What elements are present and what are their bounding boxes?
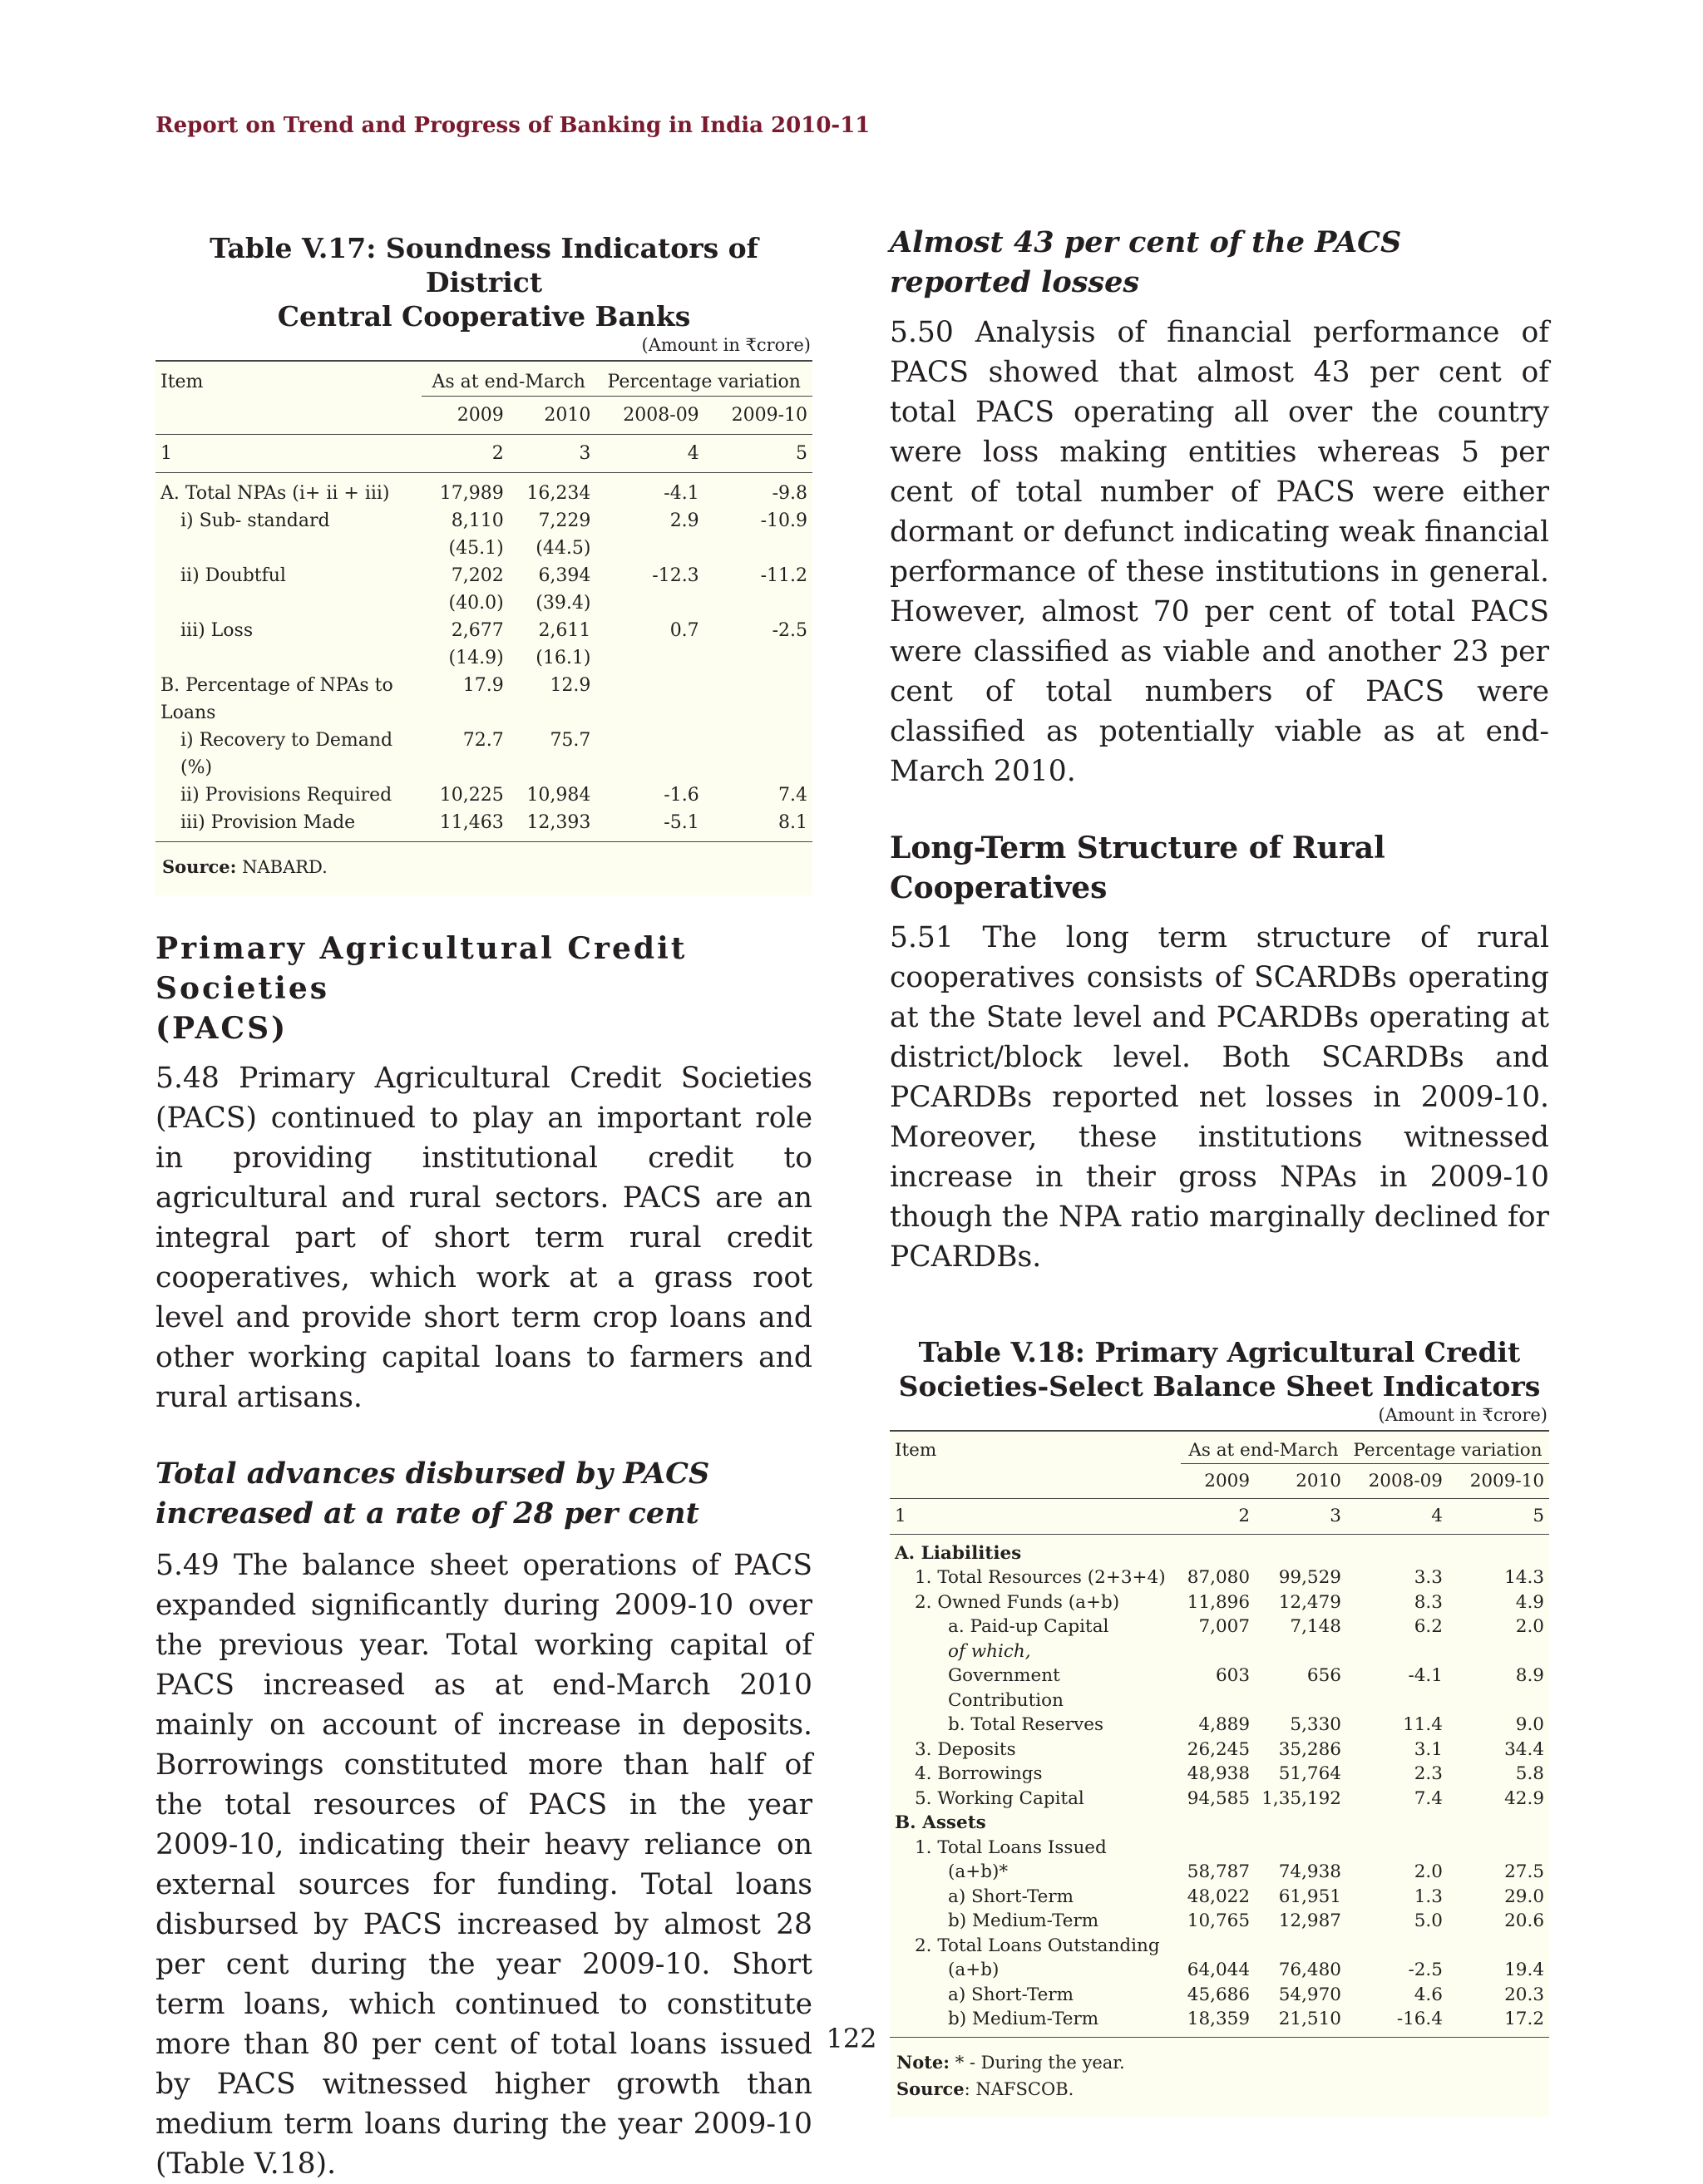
table-row	[155, 562, 812, 589]
table-row	[155, 617, 812, 644]
source-label: Source	[896, 2078, 965, 2099]
cell: -5.1	[664, 812, 699, 833]
cell: 2.0	[1414, 1861, 1443, 1882]
col-number: 4	[687, 443, 699, 464]
cell: 2.0	[1515, 1616, 1544, 1637]
table-row	[155, 809, 812, 842]
cell: -12.3	[652, 565, 699, 586]
note-label: Note:	[896, 2051, 950, 2073]
cell: 17.9	[462, 675, 504, 696]
cell: (39.4)	[536, 593, 591, 614]
table-v18	[890, 1330, 1549, 2117]
table-title-line: Central Cooperative Banks	[277, 300, 691, 333]
col-number: 4	[1431, 1506, 1443, 1526]
cell: -9.8	[772, 483, 807, 504]
cell: -10.9	[760, 510, 807, 531]
cell: 7.4	[778, 785, 807, 806]
cell	[1448, 1811, 1549, 1836]
cell: -16.4	[1396, 2009, 1443, 2029]
table-row	[890, 1983, 1549, 2008]
row-label: iii) Loss	[180, 620, 254, 641]
heading-line: (PACS)	[155, 1011, 289, 1046]
table-v18-body	[890, 1534, 1549, 2037]
right-column	[890, 223, 1549, 2117]
table-row	[155, 644, 812, 672]
cell: 6.2	[1414, 1616, 1443, 1637]
cell	[1448, 1639, 1549, 1664]
cell	[704, 727, 812, 781]
table-row	[155, 727, 812, 781]
cell: 5.8	[1515, 1763, 1544, 1784]
row-label: 4. Borrowings	[915, 1763, 1043, 1784]
table-row	[890, 1615, 1549, 1639]
table-row	[890, 1934, 1549, 1959]
cell: 5,330	[1290, 1714, 1341, 1735]
cell: 11.4	[1403, 1714, 1443, 1735]
sub-col-header: 2009-10	[731, 405, 807, 426]
cell: (14.9)	[448, 648, 504, 668]
row-label: 5. Working Capital	[915, 1787, 1084, 1809]
cell: 18,359	[1187, 2009, 1251, 2029]
row-label: 2. Owned Funds (a+b)	[915, 1591, 1120, 1613]
cell	[1255, 1811, 1346, 1836]
cell: 0.7	[669, 620, 699, 641]
cell: 12,393	[526, 812, 591, 833]
cell: 21,510	[1278, 2009, 1341, 2029]
cell: 10,225	[439, 785, 504, 806]
table-v18-grid	[890, 1430, 1549, 2038]
row-label: 1. Total Resources (2+3+4)	[915, 1567, 1166, 1588]
cell: 11,896	[1187, 1591, 1251, 1613]
cell: -1.6	[664, 785, 699, 806]
heading-line: Cooperatives	[890, 870, 1108, 905]
subheading: Total advances disbursed by PACS increased at a rate of 28 per cent	[155, 1457, 710, 1531]
source-text: NABARD.	[242, 857, 328, 877]
sub-col-header: 2008-09	[1368, 1470, 1443, 1491]
col-number: 1	[895, 1506, 906, 1526]
table-v17-title	[155, 226, 812, 333]
row-label: b. Total Reserves	[948, 1714, 1104, 1735]
col-number: 1	[160, 443, 172, 464]
cell: 58,787	[1187, 1861, 1251, 1882]
cell: 61,951	[1278, 1886, 1341, 1907]
table-row	[890, 1909, 1549, 1934]
col-number: 2	[1238, 1506, 1251, 1526]
cell	[1255, 1836, 1346, 1861]
cell	[1448, 1534, 1549, 1565]
cell: (45.1)	[448, 538, 504, 559]
col-number: 2	[491, 443, 504, 464]
cell	[1448, 1934, 1549, 1959]
cell: 64,044	[1187, 1960, 1251, 1980]
cell: 7,229	[538, 510, 591, 531]
cell: -4.1	[664, 483, 699, 504]
page-number: 122	[826, 2023, 877, 2054]
table-row	[155, 535, 812, 562]
cell	[1181, 1811, 1255, 1836]
row-label: ii) Provisions Required	[180, 785, 392, 806]
cell	[704, 672, 812, 727]
row-label: 3. Deposits	[915, 1738, 1016, 1760]
row-label: of which,	[948, 1640, 1031, 1662]
cell: 17,989	[439, 483, 504, 504]
table-row	[890, 1811, 1549, 1836]
cell: 12,479	[1278, 1591, 1341, 1613]
table-title-line: Societies-Select Balance Sheet Indicators	[898, 1370, 1541, 1403]
table-title-line: Table V.18: Primary Agricultural Credit	[918, 1336, 1521, 1368]
col-header-item: Item	[160, 372, 204, 392]
heading-line: Long-Term Structure of Rural	[890, 831, 1385, 865]
cell	[1346, 1836, 1448, 1861]
cell: 2.9	[669, 510, 699, 531]
cell: 10,765	[1187, 1910, 1251, 1931]
table-row	[890, 1713, 1549, 1738]
cell	[1181, 1639, 1255, 1664]
row-label: 2. Total Loans Outstanding	[915, 1935, 1160, 1956]
left-column	[155, 223, 812, 2184]
cell	[1255, 1534, 1346, 1565]
row-label: b) Medium-Term	[948, 2009, 1099, 2029]
source-text: : NAFSCOB.	[964, 2078, 1074, 2099]
source-label: Source:	[162, 856, 237, 877]
cell: 48,022	[1187, 1886, 1251, 1907]
cell: 3.3	[1414, 1567, 1443, 1588]
cell: 17.2	[1504, 2009, 1544, 2029]
cell: 6,394	[538, 565, 591, 586]
cell: 2.3	[1414, 1763, 1443, 1784]
cell: 8.1	[778, 812, 807, 833]
col-number: 3	[579, 443, 591, 464]
table-row	[890, 1639, 1549, 1664]
section-heading	[890, 828, 1549, 908]
cell: 87,080	[1187, 1567, 1251, 1588]
cell: 54,970	[1278, 1984, 1341, 2005]
cell: (40.0)	[448, 593, 504, 614]
cell: 14.3	[1504, 1567, 1544, 1588]
cell: 99,529	[1278, 1567, 1341, 1588]
row-label: A. Liabilities	[895, 1542, 1022, 1564]
col-number: 5	[1533, 1506, 1544, 1526]
cell	[1346, 1639, 1448, 1664]
col-number: 3	[1330, 1506, 1341, 1526]
cell: 19.4	[1504, 1960, 1544, 1980]
cell	[1181, 1934, 1255, 1959]
cell: -11.2	[760, 565, 807, 586]
cell: 35,286	[1278, 1738, 1341, 1760]
col-group-end-march: As at end-March	[422, 361, 595, 397]
cell: 51,764	[1278, 1763, 1341, 1784]
table-row	[890, 1787, 1549, 1812]
table-row	[890, 1860, 1549, 1885]
table-source	[155, 842, 812, 880]
table-row	[890, 1738, 1549, 1762]
cell	[1448, 1836, 1549, 1861]
table-row	[890, 1885, 1549, 1910]
cell: 34.4	[1504, 1738, 1544, 1760]
cell: 1.3	[1414, 1886, 1443, 1907]
cell: 7,007	[1198, 1616, 1251, 1637]
row-label: a. Paid-up Capital	[948, 1616, 1109, 1637]
cell	[1255, 1934, 1346, 1959]
cell: 7,202	[451, 565, 504, 586]
cell	[595, 672, 703, 727]
table-title-line: Table V.17: Soundness Indicators of District	[210, 232, 758, 298]
cell	[1181, 1534, 1255, 1565]
cell: 4,889	[1198, 1714, 1251, 1735]
col-group-end-march: As at end-March	[1181, 1431, 1346, 1463]
table-row	[155, 589, 812, 617]
cell: 9.0	[1515, 1714, 1544, 1735]
cell	[1255, 1639, 1346, 1664]
cell: -2.5	[1408, 1960, 1443, 1980]
running-head: Report on Trend and Progress of Banking in India 2010-11	[155, 113, 871, 138]
cell: 7,148	[1290, 1616, 1341, 1637]
row-label: ii) Doubtful	[180, 565, 286, 586]
subheading: Almost 43 per cent of the PACS reported losses	[890, 225, 1402, 299]
cell: 2,677	[451, 620, 504, 641]
cell: 8.9	[1515, 1665, 1544, 1686]
cell: (16.1)	[536, 648, 591, 668]
sub-col-header: 2008-09	[623, 405, 699, 426]
row-label: Government Contribution	[948, 1665, 1064, 1711]
cell: 5.0	[1414, 1910, 1443, 1931]
cell: 76,480	[1278, 1960, 1341, 1980]
cell: 94,585	[1187, 1787, 1251, 1809]
sub-col-header: 2009	[457, 405, 504, 426]
cell: 27.5	[1504, 1861, 1544, 1882]
sub-col-header: 2010	[1296, 1470, 1341, 1491]
cell: -4.1	[1408, 1665, 1443, 1686]
table-row	[890, 1958, 1549, 1983]
col-group-pct-variation: Percentage variation	[1346, 1431, 1549, 1463]
cell: 4.6	[1414, 1984, 1443, 2005]
cell	[1346, 1934, 1448, 1959]
section-heading	[155, 929, 812, 1048]
table-row	[890, 1565, 1549, 1590]
cell: 20.3	[1504, 1984, 1544, 2005]
row-label: B. Assets	[895, 1812, 986, 1833]
table-row	[155, 672, 812, 727]
row-label: iii) Provision Made	[180, 812, 356, 833]
amount-note: (Amount in ₹crore)	[890, 1403, 1549, 1430]
cell: 20.6	[1504, 1910, 1544, 1931]
cell: 12.9	[550, 675, 591, 696]
sub-col-header: 2009-10	[1469, 1470, 1544, 1491]
table-row	[155, 781, 812, 809]
col-group-pct-variation: Percentage variation	[595, 361, 812, 397]
cell	[1346, 1534, 1448, 1565]
cell: (44.5)	[536, 538, 591, 559]
cell: 72.7	[462, 730, 504, 751]
cell: 16,234	[526, 483, 591, 504]
cell: 42.9	[1504, 1787, 1544, 1809]
paragraph-549: 5.49 The balance sheet operations of PACS expanded significantly during 2009-10 over the previous year. Total working capital of PACS increased as at end-March 2010 mainly on account of increase in deposits. Borrowings constituted more than half of the total resources of PACS in the year 2009-10, indicating their heavy reliance on external sources for funding. Total loans disbursed by PACS increased by almost 28 per cent during the year 2009-10. Short term loans, which continued to constitute more than 80 per cent of total loans issued by PACS witnessed higher growth than medium term loans during the year 2009-10 (Table V.18).	[155, 1549, 812, 2181]
row-label: a) Short-Term	[948, 1886, 1074, 1907]
cell	[1181, 1836, 1255, 1861]
cell: 8.3	[1414, 1591, 1443, 1613]
row-label: 1. Total Loans Issued	[915, 1836, 1107, 1858]
cell: 45,686	[1187, 1984, 1251, 2005]
cell: -2.5	[772, 620, 807, 641]
table-row	[890, 1664, 1549, 1713]
row-label: (a+b)	[948, 1960, 1000, 1980]
cell: 1,35,192	[1261, 1787, 1341, 1809]
table-v17	[155, 226, 812, 895]
cell: 26,245	[1187, 1738, 1251, 1760]
table-v17-grid	[155, 360, 812, 842]
row-label: B. Percentage of NPAs to Loans	[160, 675, 393, 723]
cell: 2,611	[538, 620, 591, 641]
amount-note: (Amount in ₹crore)	[155, 333, 812, 360]
table-row	[890, 1762, 1549, 1787]
sub-col-header: 2010	[544, 405, 591, 426]
table-row	[890, 1836, 1549, 1861]
cell: 7.4	[1414, 1787, 1443, 1809]
cell: 10,984	[526, 785, 591, 806]
cell: 656	[1306, 1665, 1341, 1686]
cell: 3.1	[1414, 1738, 1443, 1760]
row-label: i) Sub- standard	[180, 510, 330, 531]
cell: 603	[1215, 1665, 1251, 1686]
table-row	[890, 1534, 1549, 1565]
note-text: * - During the year.	[955, 2052, 1125, 2073]
table-row	[890, 1590, 1549, 1615]
cell: 48,938	[1187, 1763, 1251, 1784]
row-label: a) Short-Term	[948, 1984, 1074, 2005]
paragraph-551: 5.51 The long term structure of rural cooperatives consists of SCARDBs operating at the State level and PCARDBs operating at district/block level. Both SCARDBs and PCARDBs reported net losses in 2009-10. Moreover, these institutions witnessed increase in their gross NPAs in 2009-10 though the NPA ratio marginally declined for PCARDBs.	[890, 921, 1549, 1274]
col-number: 5	[796, 443, 807, 464]
col-header-item: Item	[895, 1440, 937, 1461]
cell: 8,110	[451, 510, 504, 531]
row-label: i) Recovery to Demand (%)	[180, 730, 393, 778]
paragraph-548: 5.48 Primary Agricultural Credit Societies (PACS) continued to play an important role in providing institutional credit to agricultural and rural sectors. PACS are an integral part of short term rural credit cooperatives, which work at a grass root level and provide short term crop loans and other working capital loans to farmers and rural artisans.	[155, 1062, 812, 1414]
cell: 12,987	[1278, 1910, 1341, 1931]
table-v18-title	[890, 1330, 1549, 1403]
row-label: A. Total NPAs (i+ ii + iii)	[160, 483, 390, 504]
cell	[1346, 1811, 1448, 1836]
row-label: b) Medium-Term	[948, 1910, 1099, 1931]
cell: 29.0	[1504, 1886, 1544, 1907]
cell: 4.9	[1515, 1591, 1544, 1613]
cell	[595, 727, 703, 781]
heading-line: Primary Agricultural Credit Societies	[155, 931, 688, 1006]
cell: 75.7	[550, 730, 591, 751]
table-row	[155, 507, 812, 535]
sub-col-header: 2009	[1204, 1470, 1251, 1491]
table-row	[155, 473, 812, 508]
cell: 74,938	[1278, 1861, 1341, 1882]
cell: 11,463	[439, 812, 504, 833]
row-label: (a+b)*	[948, 1861, 1009, 1882]
paragraph-550: 5.50 Analysis of financial performance of PACS showed that almost 43 per cent of total PACS operating all over the country were loss making entities whereas 5 per cent of total number of PACS were either dormant or defunct indicating weak financial performance of these institutions in general. However, almost 70 per cent of total PACS were classified as viable and another 23 per cent of total numbers of PACS were classified as potentially viable as at end-March 2010.	[890, 316, 1549, 788]
